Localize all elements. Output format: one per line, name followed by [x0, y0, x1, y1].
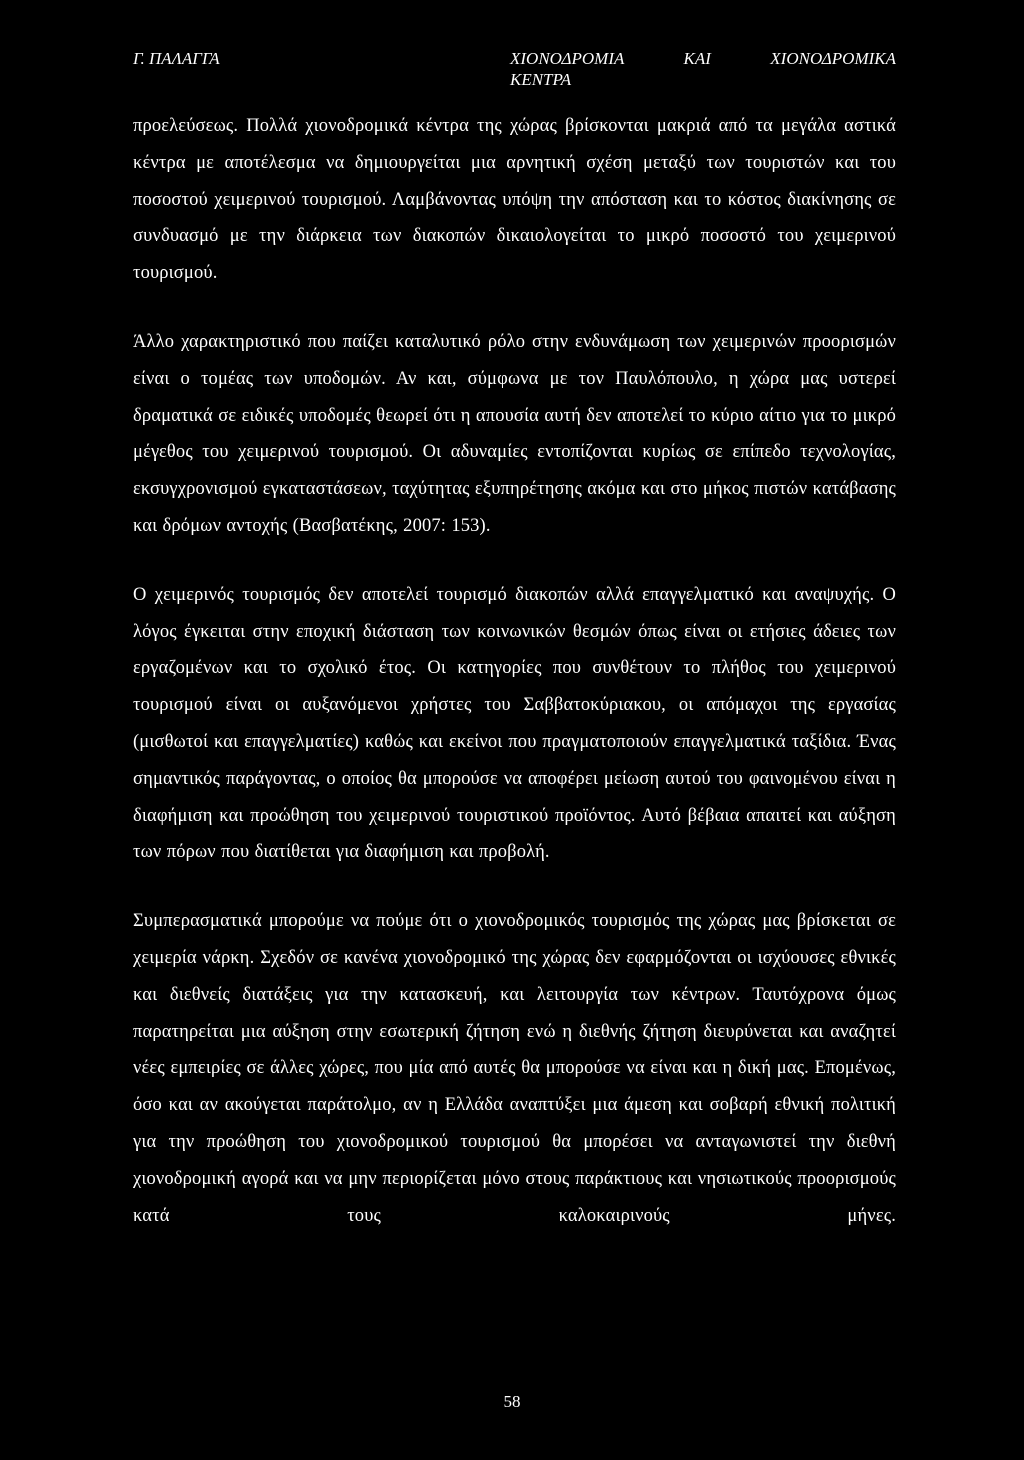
header-title: ΧΙΟΝΟΔΡΟΜΙΑ ΚΑΙ ΧΙΟΝΟΔΡΟΜΙΚΑ [510, 49, 896, 68]
running-header [133, 48, 896, 104]
header-author: Γ. ΠΑΛΑΓΓΑ [133, 49, 220, 68]
document-page [133, 48, 896, 1234]
header-title-continuation: ΚΕΝΤΡΑ [510, 70, 572, 89]
paragraph: Συμπερασματικά μπορούμε να πούμε ότι ο χιονοδρομικός τουρισμός της χώρας μας βρίσκεται σε χειμερία νάρκη. Σχεδόν σε κανένα χιονοδρομικό της χώρας δεν εφαρμόζονται οι ισχύουσες εθνικές και διεθνείς διατάξεις για την κατασκευή, και λειτουργία των κέντρων. Ταυτόχρονα όμως παρατηρείται μια αύξηση στην εσωτερική ζήτηση ενώ η διεθνής ζήτηση διευρύνεται και αναζητεί νέες εμπειρίες σε άλλες χώρες, που μία από αυτές θα μπορούσε να είναι και η δική μας. Επομένως, όσο και αν ακούγεται παράτολμο, αν η Ελλάδα αναπτύξει μια άμεση και σοβαρή εθνική πολιτική για την προώθηση του χιονοδρομικού τουρισμού θα μπορέσει να ανταγωνιστεί την διεθνή χιονοδρομική αγορά και να μην περιορίζεται μόνο στους παράκτιους και νησιωτικούς προορισμούς κατά τους καλοκαιρινούς μήνες. [133, 911, 896, 1226]
body-text [133, 108, 896, 1234]
paragraph: Ο χειμερινός τουρισμός δεν αποτελεί τουρισμό διακοπών αλλά επαγγελματικό και αναψυχής. Ο λόγος έγκειται στην εποχική διάσταση των κοινωνικών θεσμών όπως είναι οι ετήσιες άδειες των εργαζομένων και το σχολικό έτος. Οι κατηγορίες που συνθέτουν το πλήθος του χειμερινού τουρισμού είναι οι αυξανόμενοι χρήστες του Σαββατοκύριακου, οι απόμαχοι της εργασίας (μισθωτοί και επαγγελματίες) καθώς και εκείνοι που πραγματοποιούν επαγγελματικά ταξίδια. Ένας σημαντικός παράγοντας, ο οποίος θα μπορούσε να αποφέρει μείωση αυτού του φαινομένου είναι η διαφήμιση και προώθηση του χειμερινού τουριστικού προϊόντος. Αυτό βέβαια απαιτεί και αύξηση των πόρων που διατίθεται για διαφήμιση και προβολή. [133, 584, 896, 863]
paragraph: προελεύσεως. Πολλά χιονοδρομικά κέντρα της χώρας βρίσκονται μακριά από τα μεγάλα αστικά κέντρα με αποτέλεσμα να δημιουργείται μια αρνητική σχέση μεταξύ των τουριστών και του ποσοστού χειμερινού τουρισμού. Λαμβάνοντας υπόψη την απόσταση και το κόστος διακίνησης σε συνδυασμό με την διάρκεια των διακοπών δικαιολογείται το μικρό ποσοστό του χειμερινού τουρισμού. [133, 116, 896, 284]
page-number: 58 [503, 1392, 521, 1411]
paragraph: Άλλο χαρακτηριστικό που παίζει καταλυτικό ρόλο στην ενδυνάμωση των χειμερινών προορισμών είναι ο τομέας των υποδομών. Αν και, σύμφωνα με τον Παυλόπουλο, η χώρα μας υστερεί δραματικά σε ειδικές υποδομές θεωρεί ότι η απουσία αυτή δεν αποτελεί το κύριο αίτιο για το μικρό μέγεθος του χειμερινού τουρισμού. Οι αδυναμίες εντοπίζονται κυρίως σε επίπεδο τεχνολογίας, εκσυγχρονισμού εγκαταστάσεων, ταχύτητας εξυπηρέτησης ακόμα και στο μήκος πιστών κατάβασης και δρόμων αντοχής (Βασβατέκης, 2007: 153). [133, 331, 896, 536]
